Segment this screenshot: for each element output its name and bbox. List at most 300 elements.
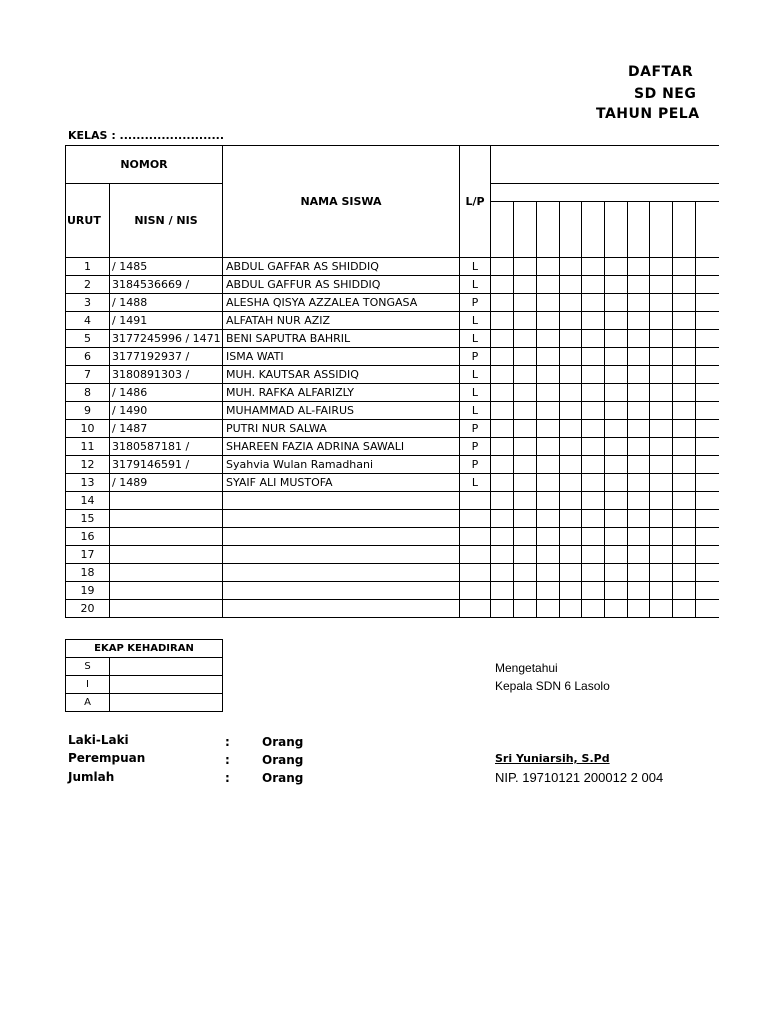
attendance-cell[interactable] <box>696 312 719 330</box>
attendance-cell[interactable] <box>514 510 537 528</box>
attendance-cell[interactable] <box>605 258 628 276</box>
attendance-cell[interactable] <box>673 366 696 384</box>
attendance-cell[interactable] <box>582 384 605 402</box>
attendance-cell[interactable] <box>491 420 514 438</box>
attendance-cell[interactable] <box>537 384 560 402</box>
attendance-cell[interactable] <box>560 438 582 456</box>
title-line-1: DAFTAR <box>628 64 694 80</box>
attendance-cell[interactable] <box>628 402 650 420</box>
attendance-cell[interactable] <box>560 348 582 366</box>
row-nisn-nis: / 1488 <box>110 294 223 312</box>
row-gender <box>460 582 491 600</box>
row-nisn-nis: 3180891303 / <box>110 366 223 384</box>
attendance-cell[interactable] <box>650 420 673 438</box>
day-header-cell <box>650 202 673 258</box>
attendance-cell[interactable] <box>582 600 605 618</box>
attendance-cell[interactable] <box>537 366 560 384</box>
attendance-cell[interactable] <box>491 600 514 618</box>
attendance-cell[interactable] <box>537 348 560 366</box>
attendance-cell[interactable] <box>673 600 696 618</box>
attendance-cell[interactable] <box>650 600 673 618</box>
summary-female-label: Perempuan <box>68 751 146 765</box>
attendance-cell[interactable] <box>491 546 514 564</box>
row-number: 5 <box>66 330 110 348</box>
table-row <box>66 528 719 546</box>
row-number: 19 <box>66 582 110 600</box>
attendance-cell[interactable] <box>537 564 560 582</box>
attendance-cell[interactable] <box>582 276 605 294</box>
attendance-cell[interactable] <box>514 546 537 564</box>
row-gender: L <box>460 366 491 384</box>
attendance-cell[interactable] <box>582 294 605 312</box>
day-header-cell <box>491 202 514 258</box>
attendance-cell[interactable] <box>650 456 673 474</box>
table-row <box>66 600 719 618</box>
attendance-cell[interactable] <box>628 600 650 618</box>
summary-male-label: Laki-Laki <box>68 733 129 747</box>
attendance-cell[interactable] <box>673 402 696 420</box>
attendance-cell[interactable] <box>673 510 696 528</box>
attendance-cell[interactable] <box>605 330 628 348</box>
rekap-row-a-value <box>110 694 223 712</box>
table-row <box>66 582 719 600</box>
header-nama-siswa: NAMA SISWA <box>223 146 460 258</box>
row-number: 6 <box>66 348 110 366</box>
attendance-cell[interactable] <box>673 528 696 546</box>
row-number: 8 <box>66 384 110 402</box>
attendance-cell[interactable] <box>605 492 628 510</box>
row-number: 16 <box>66 528 110 546</box>
attendance-cell[interactable] <box>560 456 582 474</box>
attendance-cell[interactable] <box>537 474 560 492</box>
attendance-cell[interactable] <box>650 402 673 420</box>
attendance-cell[interactable] <box>628 258 650 276</box>
attendance-cell[interactable] <box>537 330 560 348</box>
attendance-cell[interactable] <box>696 276 719 294</box>
summary-total-unit: Orang <box>262 771 304 785</box>
rekap-row-i-label: I <box>66 676 110 694</box>
attendance-cell[interactable] <box>491 456 514 474</box>
attendance-cell[interactable] <box>582 366 605 384</box>
attendance-cell[interactable] <box>628 384 650 402</box>
table-row <box>66 546 719 564</box>
table-row <box>66 402 719 420</box>
attendance-cell[interactable] <box>673 348 696 366</box>
attendance-cell[interactable] <box>582 402 605 420</box>
row-nisn-nis: 3179146591 / <box>110 456 223 474</box>
table-row <box>66 366 719 384</box>
attendance-cell[interactable] <box>605 294 628 312</box>
attendance-cell[interactable] <box>650 492 673 510</box>
attendance-cell[interactable] <box>491 366 514 384</box>
attendance-cell[interactable] <box>582 564 605 582</box>
attendance-cell[interactable] <box>514 258 537 276</box>
attendance-cell[interactable] <box>582 420 605 438</box>
attendance-cell[interactable] <box>628 564 650 582</box>
attendance-cell[interactable] <box>491 492 514 510</box>
row-student-name <box>223 492 460 510</box>
table-row <box>66 420 719 438</box>
header-urut: URUT <box>66 184 110 258</box>
attendance-cell[interactable] <box>628 294 650 312</box>
attendance-cell[interactable] <box>628 528 650 546</box>
attendance-cell[interactable] <box>628 420 650 438</box>
attendance-cell[interactable] <box>560 474 582 492</box>
attendance-cell[interactable] <box>582 492 605 510</box>
attendance-cell[interactable] <box>628 492 650 510</box>
row-gender: L <box>460 312 491 330</box>
attendance-cell[interactable] <box>605 348 628 366</box>
attendance-cell[interactable] <box>696 438 719 456</box>
row-nisn-nis <box>110 564 223 582</box>
header-lp: L/P <box>460 146 491 258</box>
rekap-row-s-label: S <box>66 658 110 676</box>
table-row <box>66 492 719 510</box>
attendance-cell[interactable] <box>605 546 628 564</box>
summary-male-unit: Orang <box>262 735 304 749</box>
attendance-cell[interactable] <box>605 510 628 528</box>
attendance-cell[interactable] <box>582 528 605 546</box>
row-student-name: BENI SAPUTRA BAHRIL <box>223 330 460 348</box>
attendance-cell[interactable] <box>673 492 696 510</box>
attendance-cell[interactable] <box>650 582 673 600</box>
attendance-cell[interactable] <box>650 312 673 330</box>
attendance-cell[interactable] <box>650 474 673 492</box>
attendance-cell[interactable] <box>514 294 537 312</box>
attendance-cell[interactable] <box>673 564 696 582</box>
table-row <box>66 564 719 582</box>
attendance-cell[interactable] <box>491 258 514 276</box>
row-student-name: MUHAMMAD AL-FAIRUS <box>223 402 460 420</box>
attendance-cell[interactable] <box>560 528 582 546</box>
row-student-name: PUTRI NUR SALWA <box>223 420 460 438</box>
table-row <box>66 330 719 348</box>
attendance-cell[interactable] <box>560 384 582 402</box>
attendance-cell[interactable] <box>650 330 673 348</box>
summary-total-label: Jumlah <box>68 770 115 784</box>
row-nisn-nis <box>110 528 223 546</box>
attendance-cell[interactable] <box>605 366 628 384</box>
row-nisn-nis: 3180587181 / <box>110 438 223 456</box>
header-nisn-nis: NISN / NIS <box>110 184 223 258</box>
attendance-cell[interactable] <box>560 312 582 330</box>
attendance-cell[interactable] <box>514 366 537 384</box>
row-number: 14 <box>66 492 110 510</box>
attendance-cell[interactable] <box>605 312 628 330</box>
row-gender <box>460 564 491 582</box>
kelas-label: KELAS : ......................... <box>68 129 225 142</box>
attendance-cell[interactable] <box>605 582 628 600</box>
attendance-cell[interactable] <box>696 366 719 384</box>
attendance-cell[interactable] <box>537 402 560 420</box>
attendance-cell[interactable] <box>514 528 537 546</box>
row-gender: L <box>460 258 491 276</box>
attendance-cell[interactable] <box>628 582 650 600</box>
row-nisn-nis: / 1485 <box>110 258 223 276</box>
row-nisn-nis: / 1486 <box>110 384 223 402</box>
attendance-cell[interactable] <box>537 456 560 474</box>
row-nisn-nis: / 1491 <box>110 312 223 330</box>
day-header-cell <box>628 202 650 258</box>
row-nisn-nis <box>110 546 223 564</box>
attendance-cell[interactable] <box>696 348 719 366</box>
attendance-cell[interactable] <box>560 546 582 564</box>
attendance-cell[interactable] <box>491 582 514 600</box>
row-gender <box>460 546 491 564</box>
attendance-cell[interactable] <box>537 312 560 330</box>
attendance-cell[interactable] <box>514 492 537 510</box>
attendance-cell[interactable] <box>560 366 582 384</box>
row-student-name: ISMA WATI <box>223 348 460 366</box>
attendance-cell[interactable] <box>696 600 719 618</box>
attendance-cell[interactable] <box>537 438 560 456</box>
attendance-cell[interactable] <box>673 294 696 312</box>
attendance-cell[interactable] <box>696 474 719 492</box>
attendance-cell[interactable] <box>650 276 673 294</box>
attendance-cell[interactable] <box>628 474 650 492</box>
attendance-cell[interactable] <box>514 600 537 618</box>
attendance-cell[interactable] <box>628 348 650 366</box>
attendance-cell[interactable] <box>673 456 696 474</box>
attendance-cell[interactable] <box>537 600 560 618</box>
row-gender: L <box>460 330 491 348</box>
attendance-cell[interactable] <box>491 528 514 546</box>
principal-name: Sri Yuniarsih, S.Pd <box>495 752 610 765</box>
attendance-cell[interactable] <box>650 348 673 366</box>
attendance-cell[interactable] <box>514 402 537 420</box>
title-line-3: TAHUN PELA <box>596 106 700 122</box>
attendance-cell[interactable] <box>673 420 696 438</box>
attendance-cell[interactable] <box>560 582 582 600</box>
attendance-cell[interactable] <box>582 438 605 456</box>
attendance-cell[interactable] <box>696 456 719 474</box>
row-number: 18 <box>66 564 110 582</box>
attendance-cell[interactable] <box>582 312 605 330</box>
day-header-cell <box>673 202 696 258</box>
attendance-cell[interactable] <box>514 312 537 330</box>
attendance-cell[interactable] <box>696 294 719 312</box>
header-dates-top <box>491 146 719 184</box>
table-row <box>66 276 719 294</box>
attendance-cell[interactable] <box>605 564 628 582</box>
attendance-cell[interactable] <box>696 258 719 276</box>
row-student-name <box>223 528 460 546</box>
row-nisn-nis <box>110 492 223 510</box>
attendance-cell[interactable] <box>560 294 582 312</box>
row-number: 11 <box>66 438 110 456</box>
attendance-cell[interactable] <box>560 420 582 438</box>
row-nisn-nis: 3177245996 / 1471 <box>110 330 223 348</box>
attendance-cell[interactable] <box>582 474 605 492</box>
mengetahui-label: Mengetahui <box>495 661 558 675</box>
day-header-cell <box>560 202 582 258</box>
attendance-cell[interactable] <box>605 600 628 618</box>
row-student-name: ABDUL GAFFAR AS SHIDDIQ <box>223 258 460 276</box>
row-number: 7 <box>66 366 110 384</box>
attendance-cell[interactable] <box>650 258 673 276</box>
attendance-cell[interactable] <box>491 438 514 456</box>
attendance-cell[interactable] <box>491 384 514 402</box>
attendance-cell[interactable] <box>491 312 514 330</box>
row-student-name <box>223 582 460 600</box>
table-row <box>66 312 719 330</box>
attendance-cell[interactable] <box>696 420 719 438</box>
row-gender <box>460 492 491 510</box>
attendance-table <box>65 145 719 618</box>
attendance-cell[interactable] <box>537 258 560 276</box>
attendance-cell[interactable] <box>605 438 628 456</box>
attendance-cell[interactable] <box>514 348 537 366</box>
table-row <box>66 348 719 366</box>
attendance-cell[interactable] <box>537 528 560 546</box>
attendance-cell[interactable] <box>582 546 605 564</box>
attendance-cell[interactable] <box>514 456 537 474</box>
attendance-cell[interactable] <box>673 582 696 600</box>
summary-total-colon: : <box>225 771 230 785</box>
attendance-cell[interactable] <box>582 582 605 600</box>
row-gender <box>460 510 491 528</box>
attendance-cell[interactable] <box>673 312 696 330</box>
attendance-cell[interactable] <box>537 276 560 294</box>
attendance-cell[interactable] <box>650 438 673 456</box>
attendance-cell[interactable] <box>582 330 605 348</box>
attendance-cell[interactable] <box>650 294 673 312</box>
attendance-cell[interactable] <box>696 564 719 582</box>
attendance-cell[interactable] <box>650 366 673 384</box>
title-line-2: SD NEG <box>634 86 697 102</box>
row-student-name <box>223 600 460 618</box>
attendance-cell[interactable] <box>491 294 514 312</box>
principal-position: Kepala SDN 6 Lasolo <box>495 679 610 693</box>
principal-nip: NIP. 19710121 200012 2 004 <box>495 770 664 785</box>
attendance-cell[interactable] <box>491 564 514 582</box>
row-student-name: Syahvia Wulan Ramadhani <box>223 456 460 474</box>
attendance-cell[interactable] <box>514 564 537 582</box>
attendance-cell[interactable] <box>491 276 514 294</box>
attendance-cell[interactable] <box>696 528 719 546</box>
attendance-cell[interactable] <box>514 276 537 294</box>
rekap-row-a-label: A <box>66 694 110 712</box>
attendance-cell[interactable] <box>673 330 696 348</box>
attendance-cell[interactable] <box>560 276 582 294</box>
attendance-cell[interactable] <box>560 330 582 348</box>
header-nomor: NOMOR <box>66 146 223 184</box>
attendance-cell[interactable] <box>628 510 650 528</box>
row-student-name: ALFATAH NUR AZIZ <box>223 312 460 330</box>
attendance-cell[interactable] <box>582 348 605 366</box>
attendance-cell[interactable] <box>673 546 696 564</box>
attendance-cell[interactable] <box>696 492 719 510</box>
row-student-name <box>223 564 460 582</box>
attendance-cell[interactable] <box>514 474 537 492</box>
attendance-cell[interactable] <box>537 582 560 600</box>
attendance-cell[interactable] <box>628 330 650 348</box>
attendance-cell[interactable] <box>696 582 719 600</box>
row-number: 13 <box>66 474 110 492</box>
attendance-cell[interactable] <box>696 330 719 348</box>
attendance-cell[interactable] <box>628 366 650 384</box>
attendance-cell[interactable] <box>673 474 696 492</box>
attendance-cell[interactable] <box>673 384 696 402</box>
attendance-cell[interactable] <box>605 402 628 420</box>
attendance-cell[interactable] <box>491 510 514 528</box>
row-number: 12 <box>66 456 110 474</box>
row-nisn-nis: / 1487 <box>110 420 223 438</box>
attendance-cell[interactable] <box>491 474 514 492</box>
attendance-cell[interactable] <box>514 582 537 600</box>
attendance-cell[interactable] <box>537 510 560 528</box>
attendance-cell[interactable] <box>560 402 582 420</box>
attendance-cell[interactable] <box>560 492 582 510</box>
attendance-cell[interactable] <box>605 276 628 294</box>
attendance-cell[interactable] <box>582 510 605 528</box>
attendance-cell[interactable] <box>537 546 560 564</box>
header-dates-mid <box>491 184 719 202</box>
attendance-cell[interactable] <box>605 474 628 492</box>
attendance-cell[interactable] <box>514 384 537 402</box>
attendance-cell[interactable] <box>582 456 605 474</box>
attendance-cell[interactable] <box>491 330 514 348</box>
attendance-cell[interactable] <box>560 564 582 582</box>
attendance-cell[interactable] <box>696 546 719 564</box>
attendance-cell[interactable] <box>628 438 650 456</box>
attendance-cell[interactable] <box>537 492 560 510</box>
attendance-cell[interactable] <box>673 258 696 276</box>
attendance-cell[interactable] <box>628 546 650 564</box>
attendance-cell[interactable] <box>696 402 719 420</box>
row-gender: L <box>460 276 491 294</box>
attendance-cell[interactable] <box>514 420 537 438</box>
attendance-cell[interactable] <box>650 528 673 546</box>
row-nisn-nis: 3177192937 / <box>110 348 223 366</box>
attendance-cell[interactable] <box>696 384 719 402</box>
attendance-cell[interactable] <box>650 546 673 564</box>
attendance-cell[interactable] <box>560 258 582 276</box>
attendance-cell[interactable] <box>537 294 560 312</box>
row-student-name: SYAIF ALI MUSTOFA <box>223 474 460 492</box>
table-row <box>66 258 719 276</box>
attendance-cell[interactable] <box>605 456 628 474</box>
attendance-cell[interactable] <box>537 420 560 438</box>
attendance-cell[interactable] <box>582 258 605 276</box>
attendance-cell[interactable] <box>628 312 650 330</box>
attendance-cell[interactable] <box>560 510 582 528</box>
attendance-cell[interactable] <box>514 438 537 456</box>
attendance-cell[interactable] <box>491 348 514 366</box>
attendance-cell[interactable] <box>650 564 673 582</box>
row-nisn-nis: / 1490 <box>110 402 223 420</box>
attendance-cell[interactable] <box>673 276 696 294</box>
attendance-cell[interactable] <box>628 456 650 474</box>
attendance-cell[interactable] <box>605 384 628 402</box>
attendance-cell[interactable] <box>514 330 537 348</box>
attendance-cell[interactable] <box>628 276 650 294</box>
table-row <box>66 474 719 492</box>
row-gender: L <box>460 402 491 420</box>
row-student-name: SHAREEN FAZIA ADRINA SAWALI <box>223 438 460 456</box>
day-header-cell <box>582 202 605 258</box>
attendance-cell[interactable] <box>696 510 719 528</box>
table-row <box>66 456 719 474</box>
attendance-cell[interactable] <box>605 528 628 546</box>
attendance-cell[interactable] <box>560 600 582 618</box>
attendance-cell[interactable] <box>650 510 673 528</box>
attendance-cell[interactable] <box>650 384 673 402</box>
attendance-cell[interactable] <box>673 438 696 456</box>
attendance-cell[interactable] <box>605 420 628 438</box>
attendance-cell[interactable] <box>491 402 514 420</box>
row-number: 17 <box>66 546 110 564</box>
